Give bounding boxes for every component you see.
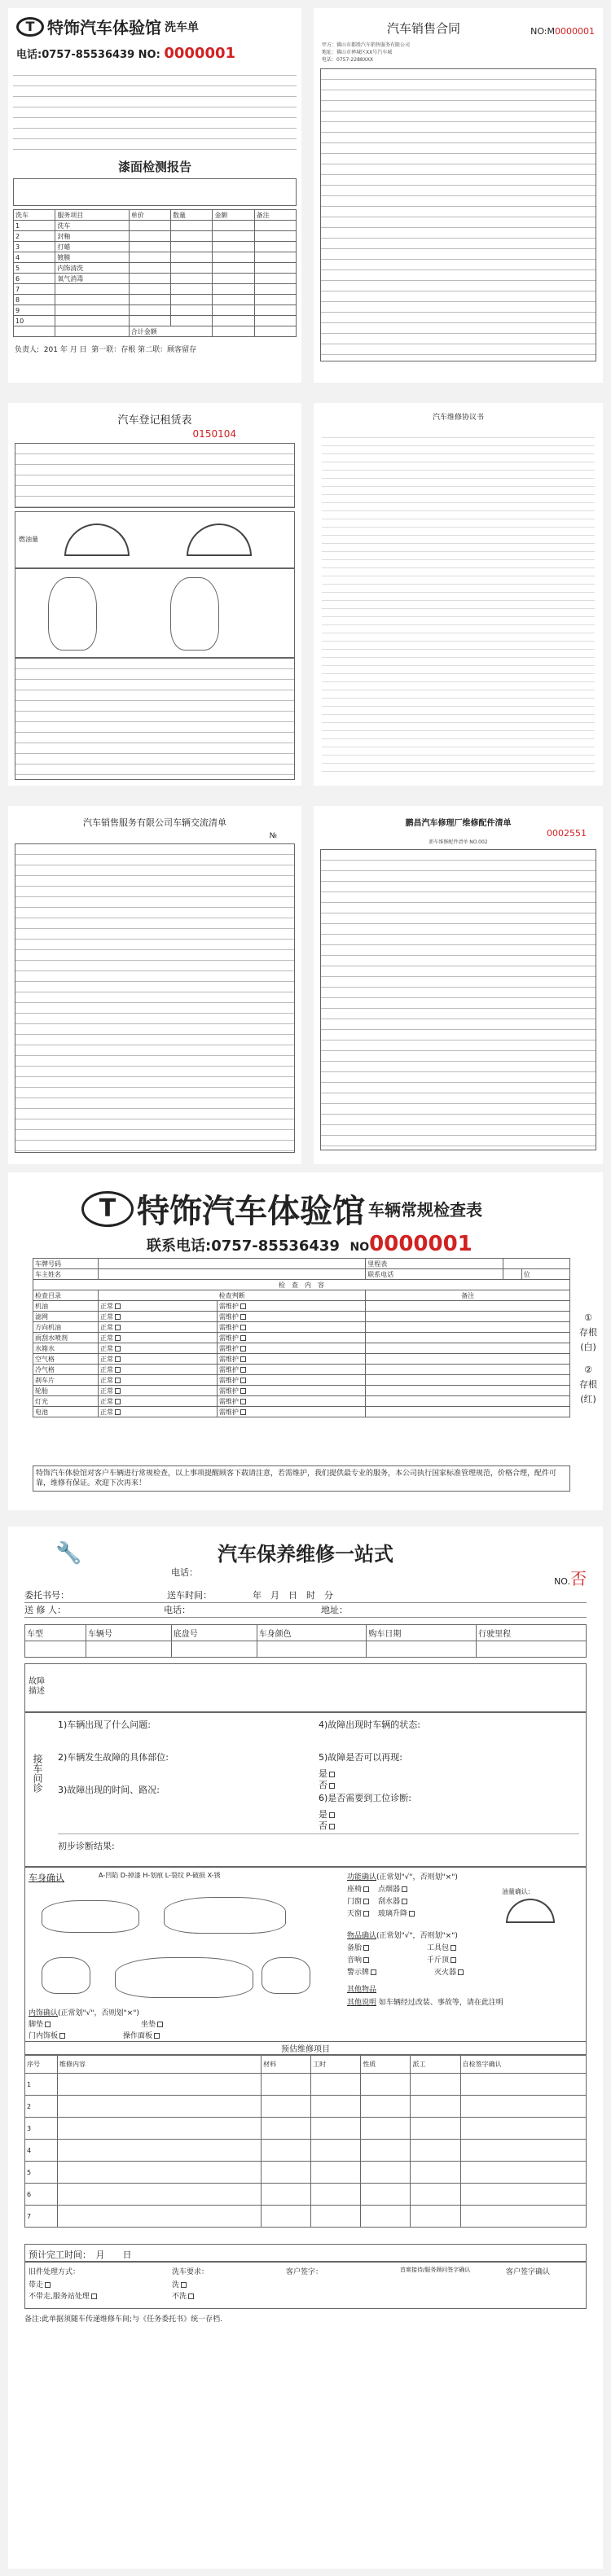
handover-list [8,806,301,1164]
brand-logo-icon: T [81,1191,134,1227]
handover-no: № [269,832,277,840]
handover-title: 汽车销售服务有限公司车辆交流清单 [83,817,226,828]
rental-form [8,403,301,786]
rental-terms [15,658,295,780]
agreement-text [322,430,595,772]
maint-phone: 电话： [171,1567,198,1578]
footnote: 备注:此单据须随车传递维修车间;与《任务委托书》统一存档. [24,2315,222,2324]
check-brand-header [8,1172,603,1232]
car-diagrams [15,568,295,658]
parts-sub: 新车维修配件清单 NO.002 [429,839,488,845]
rental-info-lines [15,443,295,508]
contract-title: 汽车销售合同 [387,21,461,36]
customer-info-lines [13,65,297,155]
maintenance-form [8,1527,603,2569]
body-check-box: 车身确认 A-凹陷 D-掉漆 H-划痕 L-裂纹 P-破损 X-锈 功能确认(正常划"√"，否则划"×") 座椅 点烟器 门窗 刮水器 天窗 玻璃升降 油量确认: 物品确认(正常划"√"，否则划"×") 备胎 工具包 音响 千斤顶 警示牌 灭火器 其他物品 其他说明 如车辆经过改装、事故等，请在此注明 内饰确认(正常划"√"，否则划"×") 脚垫 坐垫 门内饰板 操作面板 [24,1867,587,2042]
car-top-view-icon-2 [170,577,219,651]
plan-table: 序号 维修内容 材料 工时 性质 派工 自检签字确认 1 2 3 4 5 6 7 [24,2055,587,2228]
wrench-icon: 🔧 [55,1541,82,1566]
car-wash-form [8,8,301,383]
bottom-row: 旧件处理方式： 带走 不带走,服务站处理 洗车要求： 洗 不洗 客户签字： 首席接待/服务顾问签字确认 客户签字确认 [24,2262,587,2309]
maint-header-rows: 委托书号： 送车时间： 年 月 日 时 分 送 修 人： 电话： 地址： [24,1588,587,1618]
serial-no: 0000001 [164,45,236,62]
service-table: 洗车 服务项目 单价 数量 金额 备注 1 洗车 2 封釉 3 打蜡 4 镀膜 5 内饰清洗 6 氧气消毒 7 8 9 10 合计金额 [13,209,297,337]
paint-check-boxes [13,178,297,206]
parts-title: 鹏昌汽车修理厂维修配件清单 [405,819,512,828]
fuel-gauge-right-icon [187,524,252,556]
reception-box: 接车问诊 1)车辆出现了什么问题: 2)车辆发生故障的具体部位: 3)故障出现的时间、路况: 4)故障出现时车辆的状态: 5)故障是否可以再现: 是 否 6)是否需要到工位诊断: 是 否 初步诊断结果: [24,1712,587,1867]
serial-no: 0000001 [369,1232,473,1256]
contract-header [314,8,603,42]
phone-no-row [8,45,301,62]
fault-box: 故障描述 [24,1663,587,1712]
rental-no: 0150104 [192,428,236,440]
fuel-gauge-left-icon [64,524,130,556]
car-rear-view-icon [262,1957,310,1994]
vehicle-table: 车型 车辆号 底盘号 车身颜色 购车日期 行驶里程 [24,1624,587,1658]
check-table: 车牌号码 里程表 车主姓名 联系电话 位 检 查 内 容 检查目录 检查判断 备注 机油 正常 需维护 滤网 正常 需维护 方向机油 正常 需维护 雨刮水喷剂 正常 需维护 水箱水 正常 需维护 空气格 正常 需维护 冷气格 正常 需维护 刹车片 正常 需维护 轮胎 正常 需维护 灯光 正常 需维护 电池 正常 需维护 [33,1258,570,1417]
form-type: 车辆常规检查表 [368,1200,482,1220]
check-phone-row: 联系电话:0757-85536439 NO0000001 [147,1232,473,1256]
brand-logo-icon: T [16,17,44,37]
seller-info: 甲方：佛山市都胜汽车销售服务有限公司 地址：佛山市禅城区XX号汽车城 电话：0757-2288XXX [322,42,411,63]
maint-no: NO.否 [554,1569,587,1588]
rental-title: 汽车登记租赁表 [117,414,192,427]
repair-agreement [314,403,603,786]
agreement-title: 汽车维修协议书 [432,414,484,422]
parts-body [320,849,596,1150]
brand-name: 特饰汽车体验馆 [137,1193,365,1230]
copy-labels: ① 存根 (白) ② 存根 (红) [579,1312,597,1404]
finish-row: 预计完工时间： 月 日 [24,2244,587,2262]
maint-title: 汽车保养维修一站式 [218,1543,393,1566]
fuel-gauge-icon [506,1899,555,1923]
contract-body-lines [320,68,596,361]
contract-no: NO:M0000001 [530,26,595,37]
handover-body [15,843,295,1153]
car-side-view-icon-2 [164,1897,286,1934]
routine-check-form [8,1172,603,1510]
plan-title: 预估维修项目 [24,2042,587,2055]
brand-header [8,8,301,45]
brand-name: 特饰汽车体验馆 [47,18,161,37]
form-type: 洗车单 [165,20,199,34]
parts-no: 0002551 [547,828,587,839]
no-label: NO: [138,49,160,61]
phone: 电话:0757-85536439 [16,49,135,61]
check-tip: 特饰汽车体验馆对客户车辆进行常规检查，以上事项提醒顾客下载请注意，若需维护，我们提供最专业的服务，本公司执行国家标准管理规范，价格合理，配件可靠，维修有保证。欢迎下次再来！ [33,1465,570,1492]
sales-contract [314,8,603,383]
section-title: 漆面检测报告 [117,160,191,174]
car-top-view-icon [115,1957,253,1998]
car-top-view-icon [48,577,97,651]
car-front-view-icon [42,1957,90,1994]
car-side-view-icon [42,1900,139,1933]
fuel-gauges: 燃油量 [15,511,295,568]
parts-list [314,806,603,1164]
sign-row: 负责人: 201 年 月 日 第一联：存根 第二联：顾客留存 [15,346,197,354]
